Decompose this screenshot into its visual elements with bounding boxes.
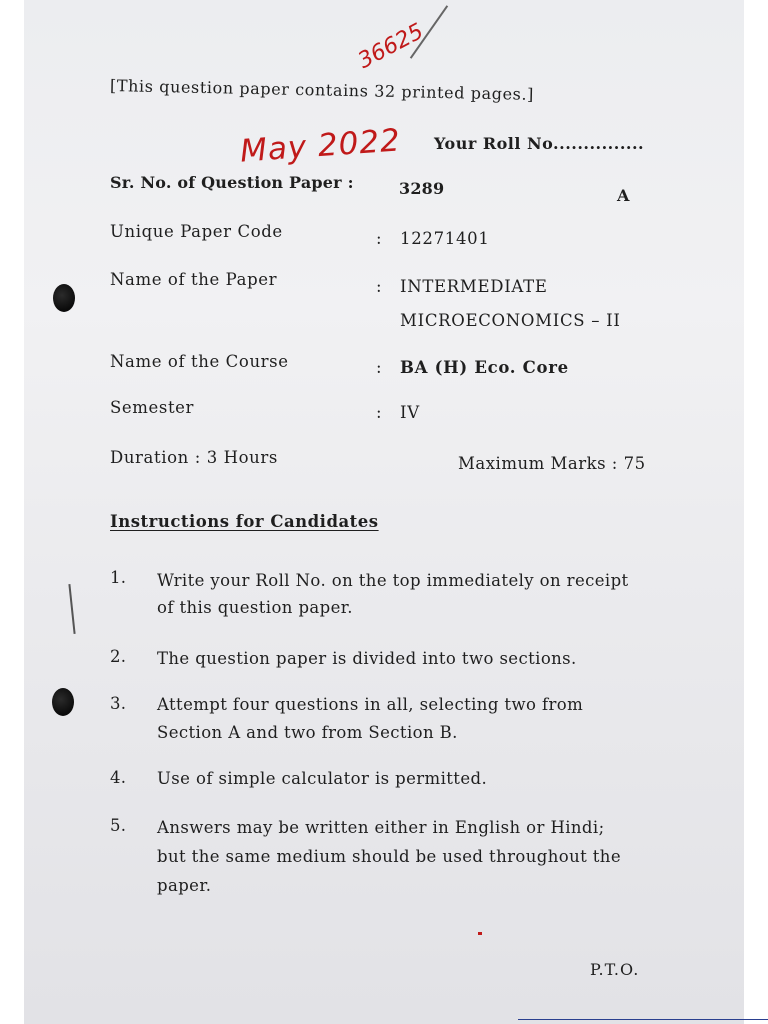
course-name-label: Name of the Course [110,352,289,371]
scan-edge-line [518,1019,768,1020]
instruction-line: Use of simple calculator is permitted. [157,769,488,788]
punch-hole [53,284,75,312]
instruction-number: 5. [110,816,127,835]
instruction-number: 3. [110,694,127,713]
handwritten-date: May 2022 [238,122,402,170]
instruction-line: Answers may be written either in English or Hindi; [157,818,605,837]
course-name-value: BA (H) Eco. Core [400,358,569,377]
serial-number-label: Sr. No. of Question Paper : [110,173,354,192]
paper-set-letter: A [617,186,630,205]
punch-hole [52,688,74,716]
instruction-line: paper. [157,876,212,895]
paper-name-label: Name of the Paper [110,270,278,289]
page-count-note: [This question paper contains 32 printed pages.] [109,76,535,104]
maximum-marks: Maximum Marks : 75 [458,454,646,473]
instruction-line: Write your Roll No. on the top immediately on receipt [157,571,629,590]
instruction-line: of this question paper. [157,598,353,617]
instruction-number: 4. [110,768,127,787]
instructions-heading: Instructions for Candidates [110,512,379,531]
instruction-line: The question paper is divided into two sections. [157,649,577,668]
paper-name-value: INTERMEDIATE [400,277,548,296]
paper-code-label: Unique Paper Code [110,222,283,241]
semester-colon: : [376,403,382,422]
semester-value: IV [400,403,420,422]
semester-label: Semester [110,398,195,417]
course-name-colon: : [376,358,382,377]
paper-code-value: 12271401 [400,229,490,248]
paper-name-value-line2: MICROECONOMICS – II [400,311,621,330]
instruction-number: 1. [110,568,127,587]
ink-dot [478,932,482,935]
instruction-number: 2. [110,647,127,666]
instruction-line: Attempt four questions in all, selecting two from [157,695,584,714]
paper-name-colon: : [376,277,382,296]
serial-number-value: 3289 [399,179,445,198]
scan-border [744,0,768,1024]
instruction-line: but the same medium should be used throughout the [157,847,621,866]
instruction-line: Section A and two from Section B. [157,723,458,742]
handwritten-number: 36625 [354,19,428,74]
margin-mark [68,584,75,634]
duration: Duration : 3 Hours [110,448,278,467]
please-turn-over: P.T.O. [590,960,640,979]
paper-code-colon: : [376,229,382,248]
roll-number-field: Your Roll No............... [434,134,645,153]
